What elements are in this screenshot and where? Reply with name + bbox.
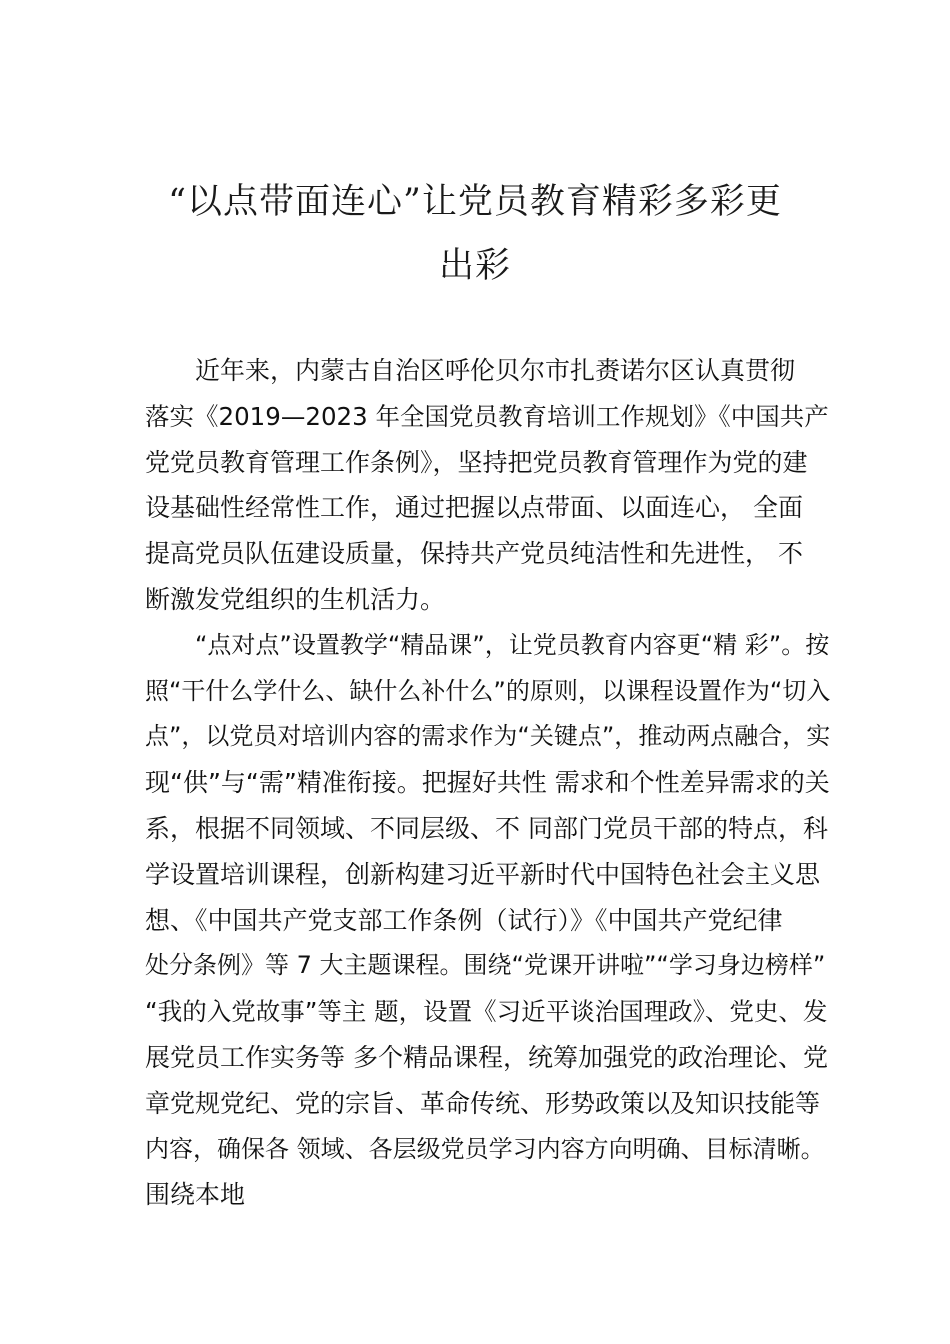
paragraph-line: 内容，确保各 领域、各层级党员学习内容方向明确、目标清晰。 <box>145 1134 825 1163</box>
paragraph-line: “我的入党故事”等主 题，设置《习近平谈治国理政》、党史、发 <box>145 997 828 1027</box>
paragraph-line: 想、《中国共产党支部工作条例（试行）》《中国共产党纪律 <box>145 905 783 935</box>
document-title <box>140 170 810 298</box>
paragraph-1 <box>145 348 835 623</box>
paragraph-line: 章党规党纪、党的宗旨、革命传统、形势政策以及知识技能等 <box>145 1088 821 1118</box>
paragraph-line: 党党员教育管理工作条例》，坚持把党员教育管理作为党的建 <box>145 447 808 477</box>
paragraph-line: 近年来，内蒙古自治区呼伦贝尔市扎赉诺尔区认真贯彻 <box>195 356 796 385</box>
paragraph-line: 点”，以党员对培训内容的需求作为“关键点”，推动两点融合，实 <box>145 722 831 751</box>
paragraph-line: 系，根据不同领域、不同层级、不 同部门党员干部的特点，科 <box>145 813 828 843</box>
paragraph-line: 现“供”与“需”精准衔接。把握好共性 需求和个性差异需求的关 <box>145 768 830 798</box>
paragraph-line: 提高党员队伍建设质量，保持共产党员纯洁性和先进性， 不 <box>145 539 803 569</box>
paragraph-line: “点对点”设置教学“精品课”，让党员教育内容更“精 彩”。按 <box>195 630 830 659</box>
paragraph-2 <box>145 623 835 1218</box>
title-line-1: “以点带面连心”让党员教育精彩多彩更 <box>168 182 782 222</box>
paragraph-line: 设基础性经常性工作，通过把握以点带面、以面连心， 全面 <box>145 493 803 523</box>
title-line-2: 出彩 <box>438 246 511 286</box>
paragraph-line: 展党员工作实务等 多个精品课程，统筹加强党的政治理论、党 <box>145 1042 828 1072</box>
paragraph-line: 围绕本地 <box>145 1180 246 1210</box>
paragraph-line: 照“干什么学什么、缺什么补什么”的原则，以课程设置作为“切入 <box>145 676 831 705</box>
paragraph-line: 学设置培训课程，创新构建习近平新时代中国特色社会主义思 <box>145 859 821 889</box>
paragraph-line: 处分条例》等 7 大主题课程。围绕“党课开讲啦”“学习身边榜样” <box>145 951 826 980</box>
document-body <box>145 348 835 1218</box>
paragraph-line: 断激发党组织的生机活力。 <box>145 584 446 614</box>
paragraph-line: 落实《2019—2023 年全国党员教育培训工作规划》《中国共产 <box>145 401 829 431</box>
